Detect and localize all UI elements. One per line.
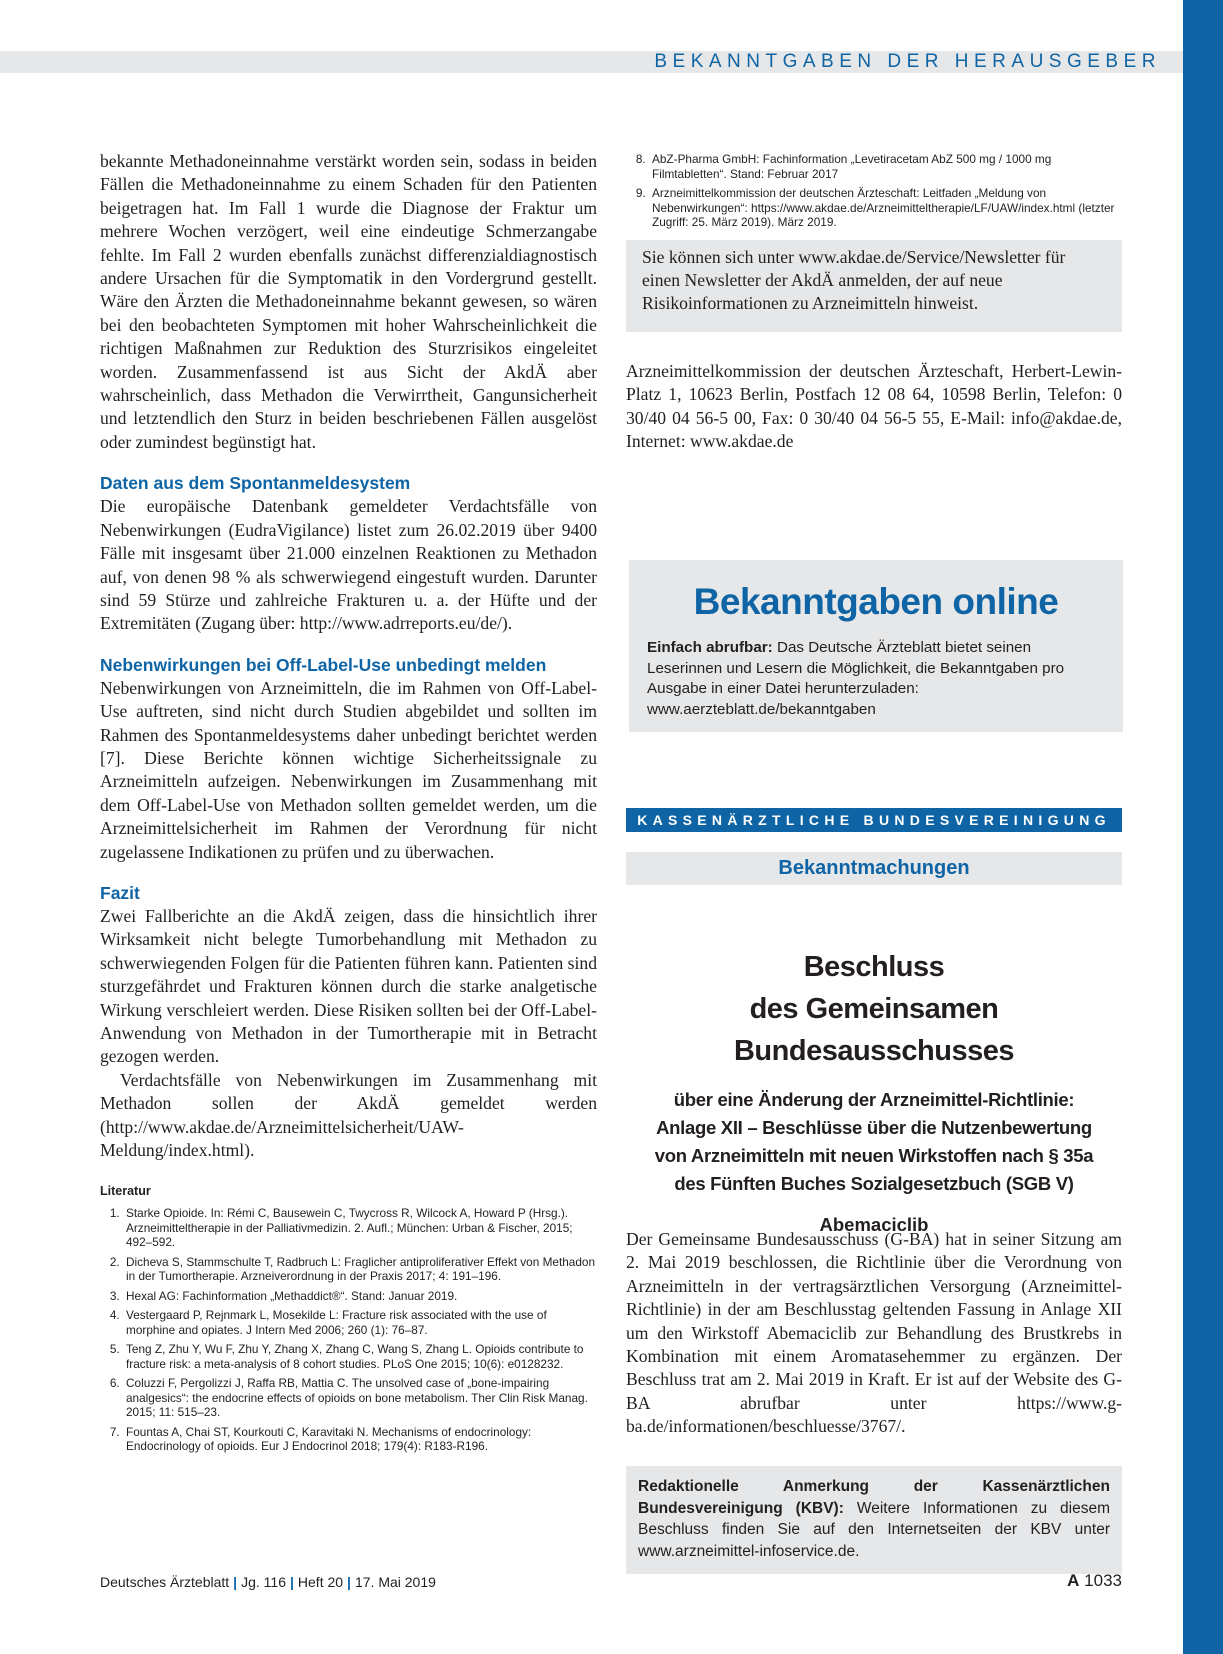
journal-name: Deutsches Ärzteblatt [100,1574,230,1590]
reference-item: 2. Dicheva S, Stammschulte T, Radbruch L: Fraglicher antiproliferativer Effekt von Methadon in der Tumortherapie. Arzneiverordnung in der Praxis 2017; 4: 191–196. [123,1255,597,1284]
reference-item: 4. Vestergaard P, Rejnmark L, Mosekilde L: Fracture risk associated with the use of morphine and opiates. J Intern Med 2006; 260 (1): 76–87. [123,1308,597,1337]
section-heading: Nebenwirkungen bei Off-Label-Use unbedingt melden [100,654,547,675]
beschluss-heading [626,946,1122,1238]
journal-volume: Jg. 116 [241,1574,286,1590]
footer-separator: | [347,1574,351,1590]
section-fazit [100,882,597,1162]
beschluss-subtitle-line: des Fünften Buches Sozialgesetzbuch (SGB V) [674,1173,1074,1194]
right-column-top [626,152,1122,453]
online-box-lead: Einfach abrufbar: [647,639,773,656]
online-announcement-box [629,560,1123,732]
section-paragraph: Die europäische Datenbank gemeldeter Verdachtsfälle von Nebenwirkungen (EudraVigilance) listet zum 26.02.2019 über 9400 Fälle mit insgesamt über 21.000 einzelnen Reaktionen zu Methadon auf, von denen 98 % als schwerwiegend eingestuft wurden. Darunter sind 59 Stürze und zahlreiche Frakturen u. a. der Hüfte und der Extremitäten (Zugang über: http://www.adrreports.eu/de/). [100,496,597,634]
kbv-note-lead: Redaktionelle Anmerkung der Kassenärztlichen Bundesvereinigung (KBV): [638,1478,1110,1517]
page-footer [100,1574,436,1590]
drug-name: Abemaciclib [819,1214,929,1235]
section-heading: Fazit [100,882,140,903]
beschluss-title-line: des Gemeinsamen Bundesausschusses [733,993,1014,1067]
contact-paragraph: Arzneimittelkommission der deutschen Ärzteschaft, Herbert-Lewin-Platz 1, 10623 Berlin, Postfach 12 08 64, 10598 Berlin, Telefon: 0 30/40 04 56-5 00, Fax: 0 30/40 04 56-5 55, E-Mail: info@akdae.de, Internet: www.akdae.de [626,360,1122,451]
reference-item: 3. Hexal AG: Fachinformation „Methaddict®“. Stand: Januar 2019. [123,1289,597,1304]
section-spontanmeldesystem [100,472,597,635]
journal-issue: Heft 20 [297,1574,344,1590]
reference-item: 6. Coluzzi F, Pergolizzi J, Raffa RB, Mattia C. The unsolved case of „bone-impairing analgesics“: the endocrine effects of opioids on bone metabolism. Ther Clin Risk Manag. 2015; 11: 515–23. [123,1376,597,1420]
section-off-label-use [100,654,597,864]
literature-title: Literatur [100,1184,151,1199]
page-prefix: A [1067,1571,1080,1590]
section-paragraph: Zwei Fallberichte an die AkdÄ zeigen, dass die hinsichtlich ihrer Wirksamkeit nicht belegte Tumorbehandlung mit Methadon zu schwerwiegenden Folgen für die Patienten führen kann. Patienten sind sturzgefährdet und Frakturen können durch die starke analgetische Wirkung verschleiert werden. Diese Risiken sollten bei der Off-Label-Anwendung von Methadon in der Tumortherapie mit in Betracht gezogen werden. [100,905,597,1067]
kbv-section-bar: KASSENÄRZTLICHE BUNDESVEREINIGUNG [626,808,1122,832]
reference-list-continued [626,152,1122,230]
gba-paragraph: Der Gemeinsame Bundesausschuss (G-BA) hat in seiner Sitzung am 2. Mai 2019 beschlossen, die Richtlinie über die Verordnung von Arzneimitteln in der vertragsärztlichen Versorgung (Arzneimittel-Richtlinie) in der am Beschlusstag geltenden Fassung in Anlage XII um den Wirkstoff Abemaciclib zur Behandlung des Brustkrebs in Kombination mit einem Aromatasehemmer zu ergänzen. Der Beschluss trat am 2. Mai 2019 in Kraft. Er ist auf der Website des G-BA abrufbar unter https://www.g-ba.de/informationen/beschluesse/3767/. [626,1229,1122,1437]
beschluss-subtitle [626,1086,1122,1198]
kbv-editorial-note [626,1466,1122,1574]
left-column [100,150,597,1459]
reference-item: 9. Arzneimittelkommission der deutschen Ärzteschaft: Leitfaden „Meldung von Nebenwirkungen“: https://www.akdae.de/Arzneimitteltherapie/LF/UAW/index.html (letzter Zugriff: 25. März 2019). März 2019. [649,186,1122,230]
online-box-text [647,638,1105,720]
footer-separator: | [233,1574,238,1590]
page-number-value: 1033 [1084,1571,1122,1590]
section-paragraph: Nebenwirkungen von Arzneimitteln, die im Rahmen von Off-Label-Use auftreten, sind nicht durch Studien abgebildet und sollten im Rahmen des Spontanmeldesystems daher unbedingt berichtet werden [7]. Diese Berichte können wichtige Sicherheitssignale zu Arzneimitteln aufzeigen. Nebenwirkungen im Zusammenhang mit dem Off-Label-Use von Methadon sollten gemeldet werden, um die Arzneimittelsicherheit im Rahmen der Verordnung für nicht zugelassene Indikationen zu prüfen und zu überwachen. [100,677,597,862]
section-heading: Daten aus dem Spontanmeldesystem [100,473,411,494]
reference-item: 8. AbZ-Pharma GmbH: Fachinformation „Levetiracetam AbZ 500 mg / 1000 mg Filmtabletten“. Stand: Februar 2017 [649,152,1122,181]
bekanntmachungen-bar: Bekanntmachungen [626,852,1122,885]
beschluss-subtitle-line: Anlage XII – Beschlüsse über die Nutzenbewertung [656,1117,1092,1138]
beschluss-subtitle-line: über eine Änderung der Arzneimittel-Richtlinie: [673,1089,1075,1110]
issue-date: 17. Mai 2019 [354,1574,436,1590]
reference-item: 1. Starke Opioide. In: Rémi C, Bausewein C, Twycross R, Wilcock A, Howard P (Hrsg.). Arzneimitteltherapie in der Palliativmedizin. 2. Aufl.; München: Urban & Fischer, 2015; 492–592. [123,1206,597,1250]
newsletter-box: Sie können sich unter www.akdae.de/Service/Newsletter für einen Newsletter der AkdÄ anmelden, der auf neue Risikoinformationen zu Arzneimitteln hinweist. [626,240,1122,332]
reference-list [100,1206,597,1454]
reference-item: 7. Fountas A, Chai ST, Kourkouti C, Karavitaki N. Mechanisms of endocrinology: Endocrinology of opioids. Eur J Endocrinol 2018; 179(4): R183-R196. [123,1425,597,1454]
beschluss-title-line: Beschluss [803,951,945,983]
footer-separator: | [289,1574,294,1590]
online-box-body: Das Deutsche Ärzteblatt bietet seinen Leserinnen und Lesern die Möglichkeit, die Bekanntgaben pro Ausgabe in einer Datei herunterzuladen: www.aerzteblatt.de/bekanntgaben [647,639,1065,718]
online-box-title: Bekanntgaben online [693,581,1059,622]
intro-paragraph: bekannte Methadoneinnahme verstärkt worden sein, sodass in beiden Fällen die Methadoneinnahme zu einem Schaden für den Patienten beigetragen hat. Im Fall 1 wurde die Diagnose der Fraktur um mehrere Wochen verzögert, weil eine eindeutige Schmerzangabe fehlte. Im Fall 2 wurden ebenfalls zunächst differenzialdiagnostisch andere Ursachen für die Symptomatik in den Vordergrund gestellt. Wäre den Ärzten die Methadoneinnahme bekannt gewesen, so wären bei den beobachteten Symptomen mit hoher Wahrscheinlichkeit die richtigen Maßnahmen zur Reduktion des Sturzrisikos eingeleitet worden. Zusammenfassend ist aus Sicht der AkdÄ aber wahrscheinlich, dass Methadon die Verwirrtheit, Gangunsicherheit und letztendlich den Sturz in beiden beschriebenen Fällen ausgelöst oder zumindest begünstigt hat. [100,151,597,452]
page-number [1067,1571,1122,1591]
section-header: BEKANNTGABEN DER HERAUSGEBER [654,51,1161,72]
reference-item: 5. Teng Z, Zhu Y, Wu F, Zhu Y, Zhang X, Zhang C, Wang S, Zhang L. Opioids contribute to fracture risk: a meta-analysis of 8 cohort studies. PLoS One 2015; 10(6): e0128232. [123,1342,597,1371]
section-paragraph: Verdachtsfälle von Nebenwirkungen im Zusammenhang mit Methadon sollen der AkdÄ gemeldet werden (http://www.akdae.de/Arzneimittelsicherheit/UAW-Meldung/index.html). [100,1069,597,1161]
beschluss-subtitle-line: von Arzneimitteln mit neuen Wirkstoffen nach § 35a [654,1145,1094,1166]
kbv-note-body: Weitere Informationen zu diesem Beschluss finden Sie auf den Internetseiten der KBV unter www.arzneimittel-infoservice.de. [638,1499,1111,1560]
blue-sidebar-stripe [1183,0,1223,1654]
